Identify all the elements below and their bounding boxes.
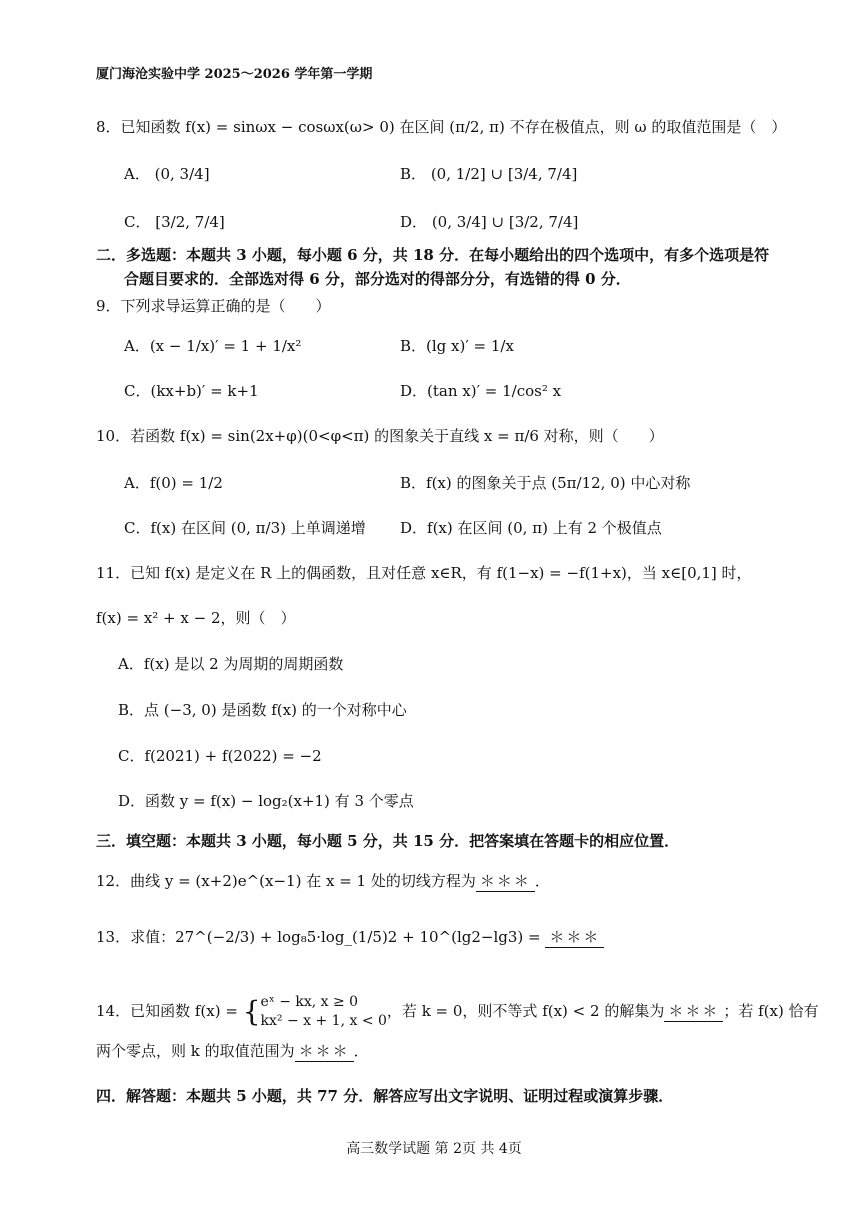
q11-option-a[interactable]: A．f(x) 是以 2 为周期的周期函数	[118, 655, 344, 673]
piecewise-brace: {	[242, 995, 261, 1028]
q12-answer-blank[interactable]: ＊＊＊	[476, 871, 535, 892]
section-4-heading: 四．解答题：本题共 5 小题，共 77 分．解答应写出文字说明、证明过程或演算步骤．	[96, 1087, 674, 1105]
exam-header: 厦门海沧实验中学 2025～2026 学年第一学期	[96, 67, 373, 82]
q14-answer-blank-1[interactable]: ＊＊＊	[664, 1001, 723, 1022]
q9-option-a[interactable]: A．(x − 1/x)′ = 1 + 1/x²	[124, 337, 302, 355]
q13-answer-blank[interactable]: ＊＊＊	[545, 927, 604, 948]
q14-case-1: eˣ − kx, x ≥ 0	[260, 994, 359, 1010]
question-11-stem: 11．已知 f(x) 是定义在 R 上的偶函数，且对任意 x∈R，有 f(1−x) = −f(1+x)，当 x∈[0,1] 时，	[96, 564, 752, 582]
q10-option-c[interactable]: C．f(x) 在区间 (0, π/3) 上单调递增	[124, 519, 366, 537]
q9-option-d[interactable]: D．(tan x)′ = 1/cos² x	[400, 382, 562, 400]
q11-option-d[interactable]: D．函数 y = f(x) − log₂(x+1) 有 3 个零点	[118, 792, 414, 810]
q9-option-c[interactable]: C．(kx+b)′ = k+1	[124, 382, 259, 400]
q10-option-d[interactable]: D．f(x) 在区间 (0, π) 上有 2 个极值点	[400, 519, 662, 537]
q8-option-d[interactable]: D． (0, 3/4] ∪ [3/2, 7/4]	[400, 213, 579, 231]
q11-option-b[interactable]: B．点 (−3, 0) 是函数 f(x) 的一个对称中心	[118, 701, 407, 719]
question-12: 12．曲线 y = (x+2)e^(x−1) 在 x = 1 处的切线方程为 ＊＊＊ ．	[96, 872, 550, 890]
question-14: 14．已知函数 f(x) = { eˣ − kx, x ≥ 0 kx² − x + 1, x < 0 ，若 k = 0，则不等式 f(x) < 2 的解集为 ＊＊＊ ；若 f(x) 恰有	[96, 994, 819, 1029]
question-8-stem: 8．已知函数 f(x) = sinωx − cosωx(ω> 0) 在区间 (π/2, π) 不存在极值点，则 ω 的取值范围是（ ）	[96, 118, 787, 136]
q14-case-2: kx² − x + 1, x < 0	[260, 1013, 387, 1029]
q8-option-b[interactable]: B． (0, 1/2] ∪ [3/4, 7/4]	[400, 165, 578, 183]
q8-interval: (π/2, π)	[449, 118, 505, 136]
q11-option-c[interactable]: C．f(2021) + f(2022) = −2	[118, 747, 322, 765]
question-13: 13．求值：27^(−2/3) + log₈5·log_(1/5)2 + 10^(lg2−lg3) = ＊＊＊	[96, 927, 604, 948]
section-3-heading: 三．填空题：本题共 3 小题，每小题 5 分，共 15 分．把答案填在答题卡的相应位置．	[96, 832, 680, 850]
q8-option-c[interactable]: C． [3/2, 7/4]	[124, 213, 225, 231]
section-2-heading: 二．多选题：本题共 3 小题，每小题 6 分，共 18 分．在每小题给出的四个选项中，有多个选项是符	[96, 246, 770, 264]
section-2-instructions: 合题目要求的．全部选对得 6 分，部分选对的得部分分，有选错的得 0 分．	[124, 270, 631, 288]
question-11-stem-cont: f(x) = x² + x − 2，则（ ）	[96, 609, 296, 627]
page-footer: 高三数学试题 第 2页 共 4页	[346, 1141, 522, 1157]
q10-option-a[interactable]: A．f(0) = 1/2	[124, 474, 223, 492]
q9-option-b[interactable]: B．(lg x)′ = 1/x	[400, 337, 514, 355]
question-14-cont: 两个零点，则 k 的取值范围为 ＊＊＊ ．	[96, 1042, 369, 1060]
question-10-stem: 10．若函数 f(x) = sin(2x+φ)(0<φ<π) 的图象关于直线 x = π/6 对称，则（ ）	[96, 427, 664, 445]
q8-option-a[interactable]: A． (0, 3/4]	[124, 165, 210, 183]
q10-option-b[interactable]: B．f(x) 的图象关于点 (5π/12, 0) 中心对称	[400, 474, 691, 492]
question-9-stem: 9．下列求导运算正确的是（ ）	[96, 297, 331, 315]
q14-answer-blank-2[interactable]: ＊＊＊	[295, 1041, 354, 1062]
